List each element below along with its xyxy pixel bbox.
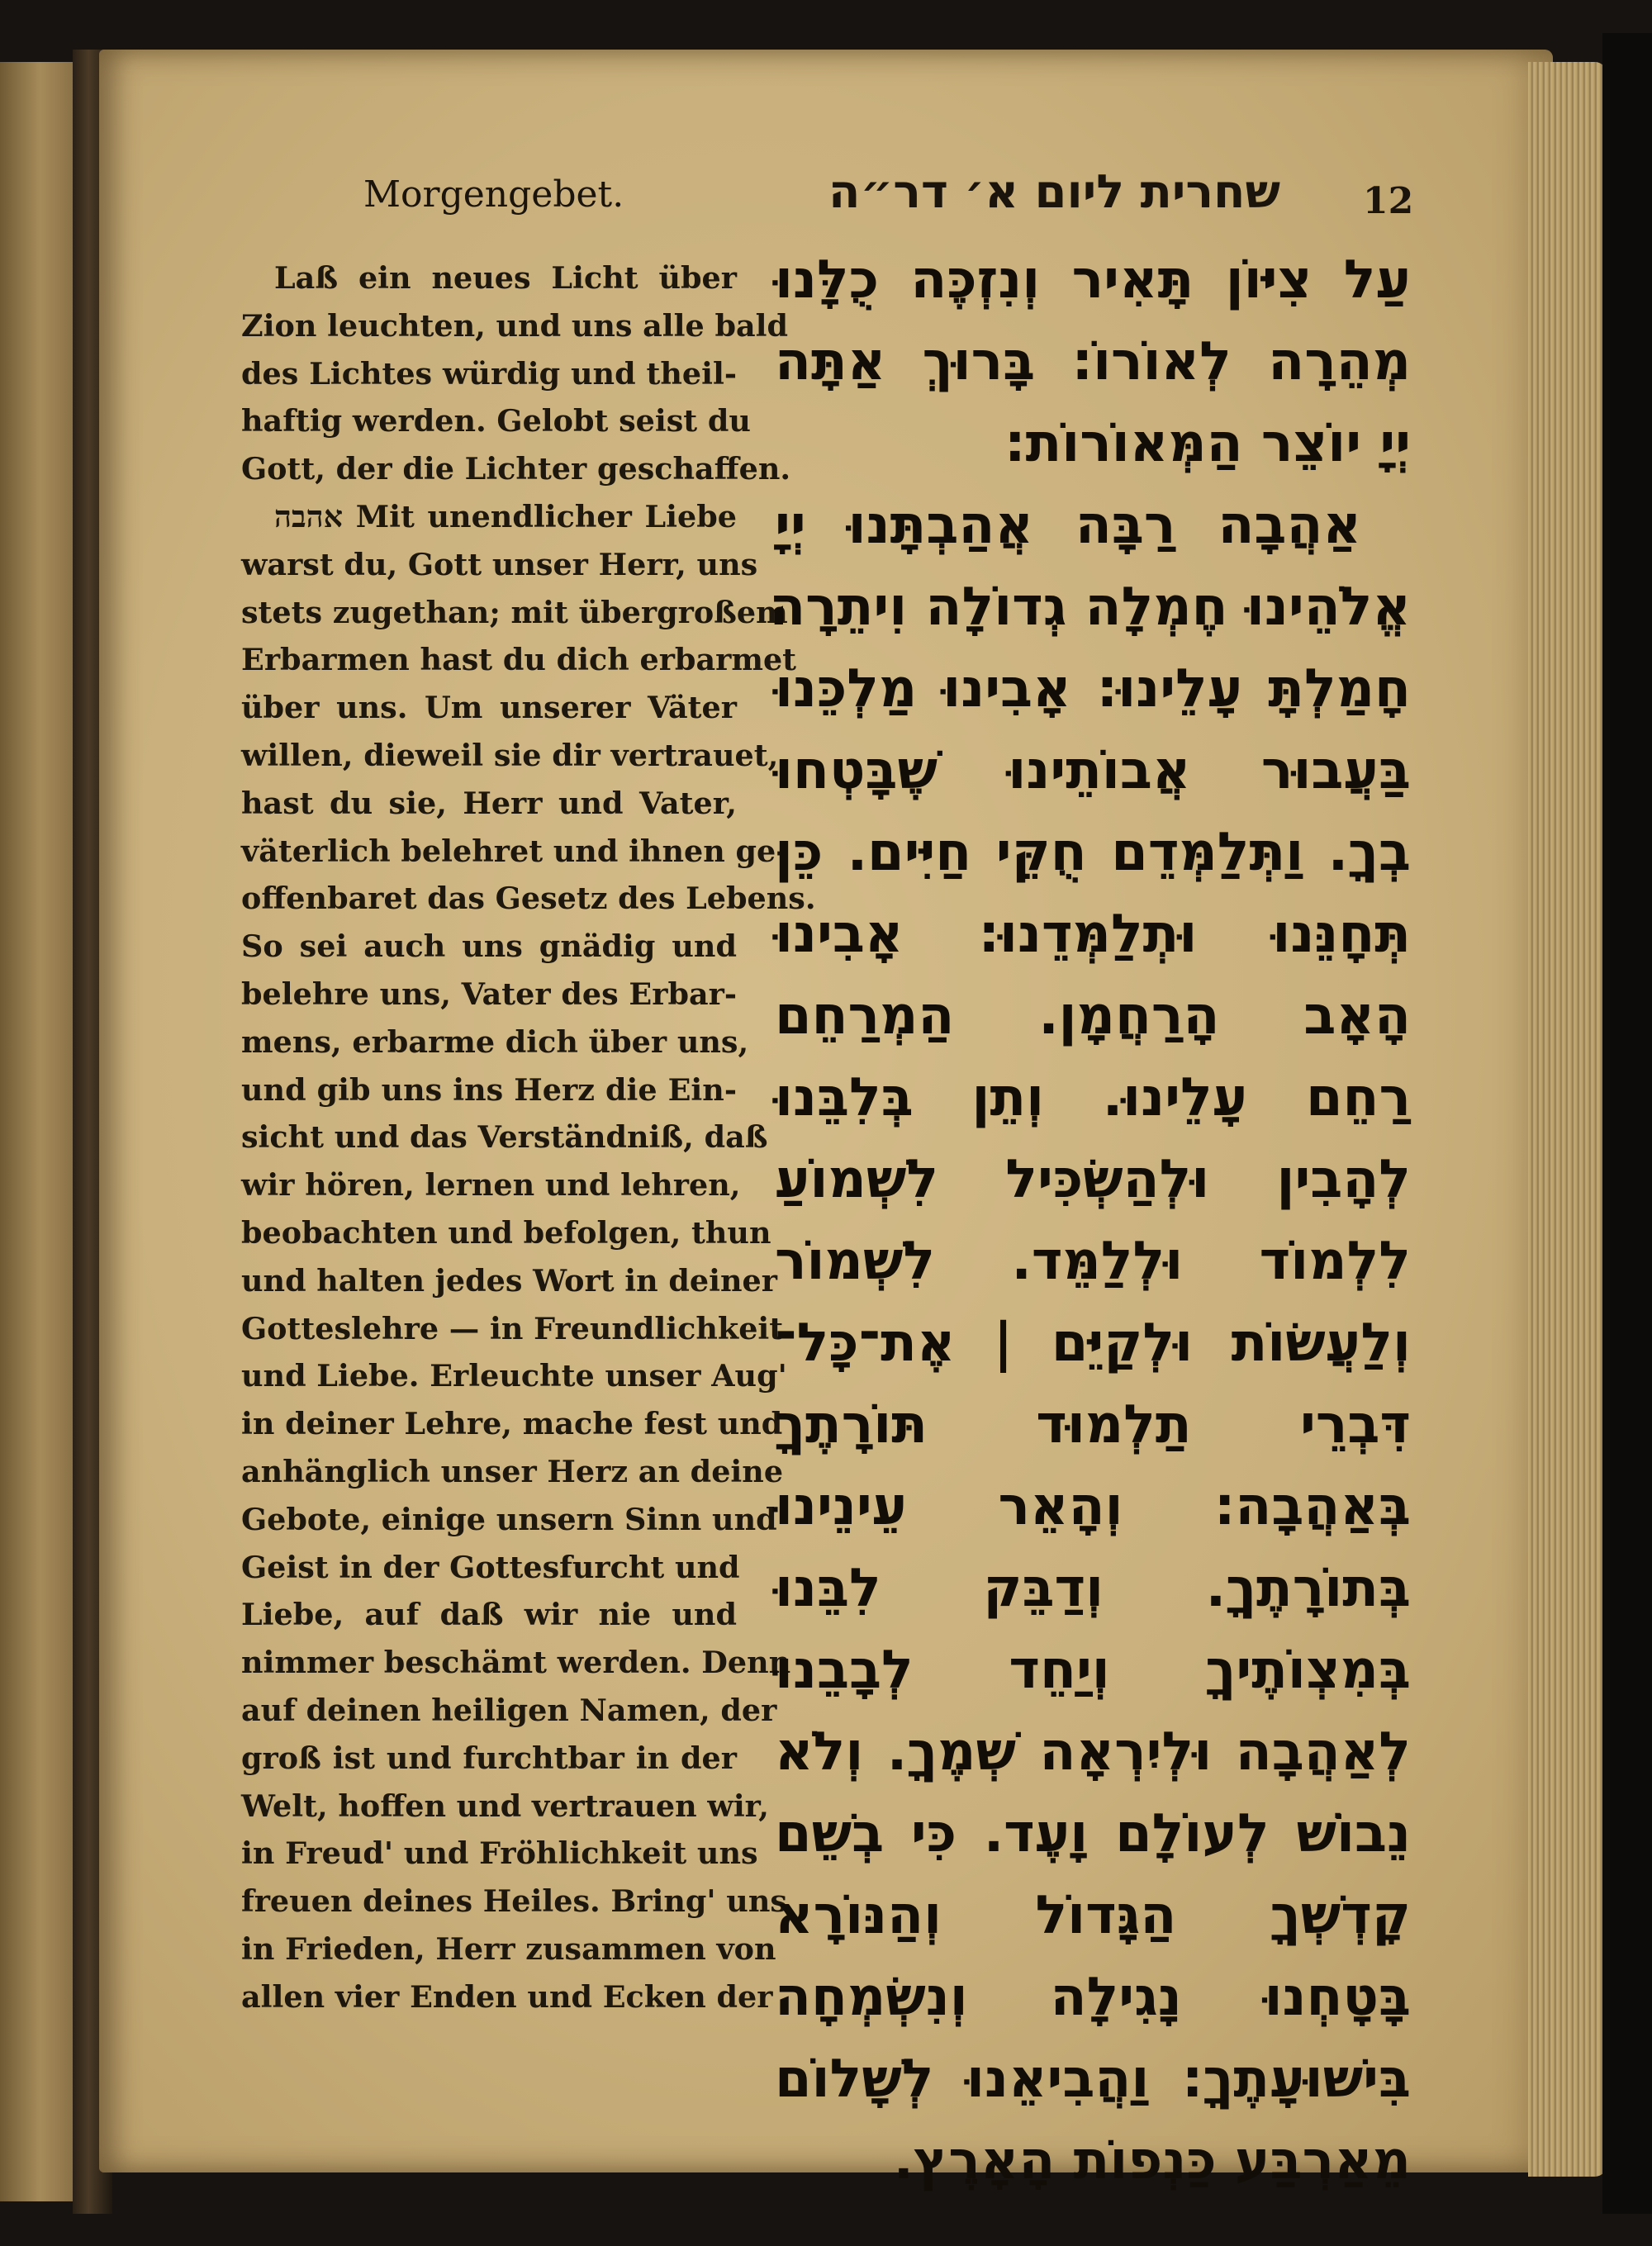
hebrew-text-column xyxy=(769,240,1411,2202)
text-line: groß ist und furchtbar in der xyxy=(241,1740,737,1776)
text-line: Gebote, einige unsern Sinn und xyxy=(241,1501,777,1537)
text-line: in Frieden, Herr zusammen von xyxy=(241,1930,776,1967)
text-line: beobachten und befolgen, thun xyxy=(241,1214,771,1251)
text-line: וְלַעֲשׂוֹת וּלְקַיֵּם | אֶת־כָּל־ xyxy=(775,1313,1411,1374)
text-line: בְּתוֹרָתֶךָ. וְדַבֵּק לִבֵּנוּ xyxy=(775,1558,1411,1619)
text-line: יְיָ יוֹצֵר הַמְּאוֹרוֹת: xyxy=(1004,413,1411,474)
text-line: בְּמִצְוֹתֶיךָ וְיַחֵד לְבָבֵנוּ xyxy=(775,1640,1411,1701)
text-line: auf deinen heiligen Namen, der xyxy=(241,1692,777,1728)
text-line: des Lichtes würdig und theil- xyxy=(241,355,737,392)
text-line: קָדְשְׁךָ הַגָּדוֹל וְהַנּוֹרָא xyxy=(775,1885,1411,1946)
text-line: nimmer beschämt werden. Denn xyxy=(241,1645,791,1681)
text-line: und halten jedes Wort in deiner xyxy=(241,1262,777,1299)
text-line: דִּבְרֵי תַלְמוּד תּוֹרָתֶךָ xyxy=(775,1394,1411,1455)
text-line: allen vier Enden und Ecken der xyxy=(241,1978,773,2015)
text-line: väterlich belehret und ihnen ge- xyxy=(241,833,789,869)
text-line: בָּטָחְנוּ נָגִילָה וְנִשְׂמְחָה xyxy=(775,1967,1411,2028)
page-number: 12 xyxy=(1363,180,1414,222)
text-line: willen, dieweil sie dir vertrauet, xyxy=(241,737,779,773)
text-line: in deiner Lehre, mache fest und xyxy=(241,1406,783,1442)
text-line: freuen deines Heiles. Bring' uns xyxy=(241,1883,787,1920)
cover-edge xyxy=(1602,33,1652,2214)
text-line: הָאָב הָרַחֲמָן. הַמְרַחֵם xyxy=(775,985,1411,1047)
text-line: בְּאַהֲבָה: וְהָאֵר עֵינֵינוּ xyxy=(775,1476,1411,1537)
text-line: So sei auch uns gnädig und xyxy=(241,928,737,965)
text-line: נֵבוֹשׁ לְעוֹלָם וָעֶד. כִּי בְשֵׁם xyxy=(775,1803,1411,1864)
text-line: haftig werden. Gelobt seist du xyxy=(241,403,751,439)
text-line: מֵאַרְבַּע כַּנְפוֹת הָאָרֶץ. xyxy=(893,2130,1411,2191)
text-line: Welt, hoffen und vertrauen wir, xyxy=(241,1788,769,1824)
text-line: אֱלֹהֵינוּ חֶמְלָה גְדוֹלָה וִיתֵרָה xyxy=(769,577,1411,638)
text-line: über uns. Um unserer Väter xyxy=(241,690,737,726)
text-line: Liebe, auf daß wir nie und xyxy=(241,1597,737,1633)
text-line: מְהֵרָה לְאוֹרוֹ: בָּרוּךְ אַתָּה xyxy=(775,331,1411,392)
text-line: warst du, Gott unser Herr, uns xyxy=(241,546,758,582)
text-line: mens, erbarme dich über uns, xyxy=(241,1023,749,1060)
text-line: belehre uns, Vater des Erbar- xyxy=(241,976,737,1012)
text-line: offenbaret das Gesetz des Lebens. xyxy=(241,881,816,917)
text-line: anhänglich unser Herz an deine xyxy=(241,1453,784,1489)
text-line: Laß ein neues Licht über xyxy=(274,260,737,296)
text-line: hast du sie, Herr und Vater, xyxy=(241,785,737,821)
text-line: und gib uns ins Herz die Ein- xyxy=(241,1071,737,1108)
text-line: רַחֵם עָלֵינוּ. וְתֵן בְּלִבֵּנוּ xyxy=(775,1067,1411,1128)
german-text-column xyxy=(241,254,816,2020)
text-line: תְּחָנֵּנוּ וּתְלַמְּדֵנוּ: אָבִינוּ xyxy=(775,904,1411,965)
text-line: חָמַלְתָּ עָלֵינוּ: אָבִינוּ מַלְכֵּנוּ xyxy=(775,658,1411,719)
text-line: בַּעֲבוּר אֲבוֹתֵינוּ שֶׁבָּטְחוּ xyxy=(775,740,1411,801)
text-line: Gott, der die Lichter geschaffen. xyxy=(241,451,791,487)
text-line: לְאַהֲבָה וּלְיִרְאָה שְׁמֶךָ. וְלֹא xyxy=(775,1721,1411,1783)
text-line: Geist in der Gottesfurcht und xyxy=(241,1549,740,1585)
text-line: לְהָבִין וּלְהַשְׂכִּיל לִשְׁמוֹעַ xyxy=(775,1149,1411,1210)
previous-page-edge xyxy=(0,62,75,2201)
text-line: sicht und das Verständniß, daß xyxy=(241,1119,768,1156)
text-line: בְךָ. וַתְּלַמְּדֵם חֻקֵּי חַיִּים. כֵּן xyxy=(775,822,1411,883)
text-line: Zion leuchten, und uns alle bald xyxy=(241,307,789,344)
page-block-edges xyxy=(1528,62,1607,2177)
text-line: Erbarmen hast du dich erbarmet xyxy=(241,642,797,678)
text-line: בִּישׁוּעָתֶךָ: וַהֲבִיאֵנוּ לְשָׁלוֹם xyxy=(775,2049,1411,2110)
hebrew-running-title: שחרית ליום א׳ דר״ה xyxy=(828,165,1280,219)
text-line: אַהֲבָה רַבָּה אֲהַבְתָּנוּ יְיָ xyxy=(775,495,1361,556)
text-line: אהבה Mit unendlicher Liebe xyxy=(274,498,737,534)
german-running-title: Morgengebet. xyxy=(363,173,624,216)
text-line: in Freud' und Fröhlichkeit uns xyxy=(241,1835,758,1872)
text-line: wir hören, lernen und lehren, xyxy=(241,1167,741,1204)
text-line: Gotteslehre — in Freundlichkeit xyxy=(241,1310,784,1346)
text-line: לִלְמוֹד וּלְלַמֵּד. לִשְׁמוֹר xyxy=(775,1231,1411,1292)
text-line: und Liebe. Erleuchte unser Aug' xyxy=(241,1358,787,1394)
text-line: עַל צִיּוֹן תָּאִיר וְנִזְכֶּה כֻלָּנוּ xyxy=(775,249,1411,311)
text-line: stets zugethan; mit übergroßem xyxy=(241,594,788,630)
